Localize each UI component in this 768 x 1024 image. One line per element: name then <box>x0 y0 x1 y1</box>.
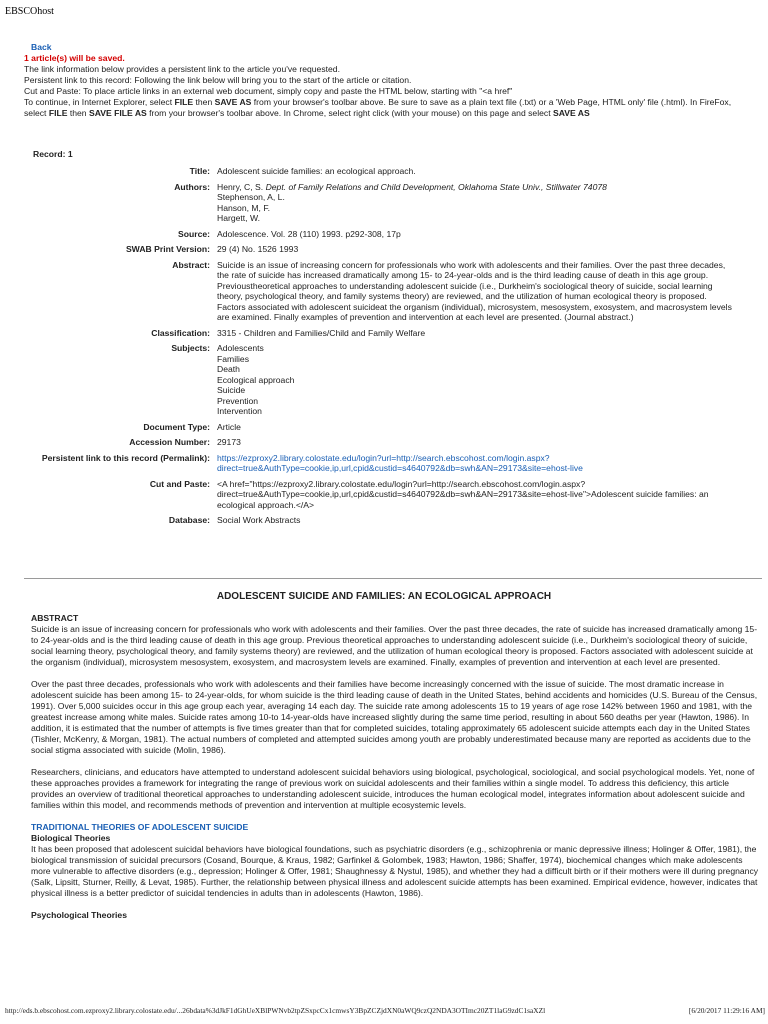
doctype-value: Article <box>217 421 241 432</box>
authors-label: Authors: <box>174 181 210 192</box>
swab-row <box>0 244 768 255</box>
saved-count: 1 article(s) will be saved. <box>24 53 125 63</box>
section-divider <box>24 578 762 579</box>
author-affiliation: Dept. of Family Relations and Child Development, Oklahoma State Univ., Stillwater 74078 <box>265 181 607 192</box>
subjects-list <box>217 343 737 417</box>
abstract-row <box>0 260 768 323</box>
author-name: Henry, C, S. <box>217 181 266 192</box>
permalink-link[interactable]: https://ezproxy2.library.colostate.edu/login?url=http://search.ebscohost.com/login.aspx? direct=true&AuthType=cookie,ip,url,cpid&custid=s4640792&db=swh&AN=29173&site=ehost-live <box>217 452 583 473</box>
database-label: Database: <box>168 515 210 525</box>
abstract-paragraph: Suicide is an issue of increasing concern for professionals who work with adolescents and their families. Over the past three decades, the rate of suicide has increased dramatically among 15-to 24-year-olds and is the third leading cause of death in this age group. Previous theoretical approaches to understanding adolescent suicide (i.e., Durkheim's sociological theory of suicide, social learning theory, psychological theory, and family systems theory) are reviewed, and the utilization of human ecological theory is proposed. Factors associated with adolescent suicide at the organism (individual), microsystem mesosystem, exosystem, and macrosystem levels are examined. Finally, examples of prevention and intervention at each level are presented. <box>31 624 758 667</box>
abstract-value: Suicide is an issue of increasing concern for professionals who work with adolescents and their families. Over the past three decades, the rate of suicide has increased dramatically among 15- to 24-year-olds and is the third leading cause of death in this age group. Previoustheoretical approaches to understanding adolescent suicide (i.e., Durkheim's sociological theory of suicide, social learning theory, psychological theory, and family systems theory) are reviewed, and the utilization of human ecological theory is proposed. Factors associated with adolescent suicideat the organism (individual), microsystem, mesosystem, exosystem, and macrosystem levels are examined. Finally examples of prevention and intervention at each level are presented. (Journal abstract.) <box>217 259 732 322</box>
author-name: Hargett, W. <box>217 213 260 223</box>
cutpaste-row <box>0 479 768 511</box>
swab-label: SWAB Print Version: <box>125 244 210 254</box>
body-paragraph: Researchers, clinicians, and educators have attempted to understand adolescent suicidal behaviors using biological, psychological, sociological, and social psychological models. Yet, none of these approaches provides a framework for integrating the range of previous work on suicidal adolescents and their families within a single model. To address this deficiency, this article provides an overview of traditional theoretical approaches to understanding adolescent suicide, introduces the human ecological model, integrates information about adolescent suicide and families within this model, and recommends methods of prevention and intervention at multiple ecosystemic levels. <box>31 767 755 810</box>
title-row <box>0 166 768 177</box>
section-heading: TRADITIONAL THEORIES OF ADOLESCENT SUICIDE <box>31 822 249 832</box>
classification-value: 3315 - Children and Families/Child and Family Welfare <box>217 327 426 338</box>
permalink-label: Persistent link to this record (Permalink): <box>41 452 210 463</box>
subject-item: Death <box>217 364 240 374</box>
subsection-heading: Psychological Theories <box>31 910 127 920</box>
source-value: Adolescence. Vol. 28 (110) 1993. p292-308, 17p <box>217 228 401 239</box>
save-instructions: To continue, in Internet Explorer, select FILE then SAVE AS from your browser's toolbar above. Be sure to save as a plain text file (.txt) or a 'Web Page, HTML only' file (.html). In FireFox, select FILE then SAVE FILE AS from your browser's toolbar above. In Chrome, select right click (with your mouse) on this page and select SAVE AS <box>24 97 732 118</box>
swab-value: 29 (4) No. 1526 1993 <box>217 244 299 254</box>
source-row <box>0 229 768 240</box>
classification-label: Classification: <box>151 327 210 338</box>
subject-item: Families <box>217 353 249 364</box>
abstract-label: Abstract: <box>172 259 210 270</box>
classification-row <box>0 328 768 339</box>
footer-url: http://eds.b.ebscohost.com.ezproxy2.library.colostate.edu/...26bdata%3dJkF1dGhUeXBlPWNvb2tpZSxpcCx1cmwsY3BpZCZjdXN0aWQ9czQ2NDA3OTImc20ZT1laG9zdC1saXZl <box>5 1006 546 1015</box>
article-title: ADOLESCENT SUICIDE AND FAMILIES: AN ECOLOGICAL APPROACH <box>216 591 552 602</box>
title-label: Title: <box>189 166 210 176</box>
author-name: Stephenson, A, L. <box>217 192 285 202</box>
body-paragraph: It has been proposed that adolescent suicidal behaviors have biological foundations, such as psychiatric disorders (e.g., schizophrenia or manic depressive illness; Holinger & Offer, 1981), the biological transmission of suicidal precursors (Cosand, Bourque, & Kraus, 1982; Garfinkel & Golombek, 1983; Hawton, 1986; Shaffer, 1974), biochemical changes which make adolescents more vulnerable to affective disorders (e.g., depression; Holinger & Offer, 1981; Shaughnessy & Nystul, 1985), and whether they had a difficult birth or if their mothers were ill during pregnancy (Salk, Lipsitt, Sturner, Reilly, & Levat, 1985). Further, the relationship between physical illness and adolescent suicide attempts has been examined. Empirical evidence, however, indicates that physical illness is a better predictor of suicidal tendencies in adults than in adolescents (Hawton, 1986). <box>31 844 759 898</box>
accession-value: 29173 <box>217 437 241 447</box>
cutpaste-label: Cut and Paste: <box>149 478 210 489</box>
accession-row <box>0 437 768 448</box>
save-notice <box>24 42 754 119</box>
subsection-heading: Biological Theories <box>31 833 111 843</box>
subject-item: Adolescents <box>217 343 264 353</box>
database-row <box>0 515 768 526</box>
doctype-label: Document Type: <box>143 421 210 432</box>
page-footer <box>5 1006 765 1015</box>
subjects-label: Subjects: <box>171 343 210 353</box>
body-paragraph: Over the past three decades, professionals who work with adolescents and their families have become increasingly concerned with the issue of suicide. The most dramatic increase in adolescent suicide has been among 15- to 24-year-olds, for whom suicide is the third leading cause of death in the United States, behind accidents and homicides (U.S. Bureau of the Census, 1991). Over 5,000 suicides occur in this age group each year, averaging 14 each day. The suicide rate among adolescents 15 to 19 years of age rose 142% between 1960 and 1981, with the greatest increase among white males. Suicide rates among 10-to 14-year-olds have increased slightly during the same time period, resulting in about 560 deaths per year (Hawton, 1986). In addition, it is estimated that the number of attempts is five times greater than that for completed suicides, totaling approximately 65 adolescent suicide attempts each day in the United States (Tishler, McKenry, & Morgan, 1981). The actual numbers of completed and attempted suicides among youth are probably underestimated because many are reported as accidents due to the social stigma associated with suicide (Molin, 1986). <box>31 679 758 755</box>
source-label: Source: <box>178 228 210 239</box>
cutpaste-value: <A href="https://ezproxy2.library.colostate.edu/login?url=http://search.ebscohost.com/login.aspx? direct=true&AuthType=cookie,ip,url,cpid&custid=s4640792&db=swh&AN=29173&site=ehost-live">Adolescent suicide families: an ecological approach.</A> <box>217 478 709 510</box>
permalink-value <box>217 453 737 474</box>
subject-item: Suicide <box>217 385 246 395</box>
title-value: Adolescent suicide families: an ecological approach. <box>217 166 416 176</box>
article-body <box>31 613 759 921</box>
record-details <box>0 166 768 531</box>
permalink-row <box>0 453 768 474</box>
subject-item: Prevention <box>217 395 259 406</box>
subject-item: Ecological approach <box>217 374 295 385</box>
back-link[interactable]: Back <box>31 42 52 52</box>
footer-timestamp: [6/20/2017 11:29:16 AM] <box>688 1006 765 1015</box>
doctype-row <box>0 422 768 433</box>
accession-label: Accession Number: <box>129 437 210 447</box>
abstract-heading: ABSTRACT <box>31 613 79 623</box>
author-name: Hanson, M, F. <box>217 202 271 213</box>
record-label: Record: 1 <box>33 149 73 159</box>
authors-value <box>217 182 737 224</box>
notice-line: The link information below provides a persistent link to the article you've requested. <box>24 64 340 74</box>
subjects-row <box>0 343 768 417</box>
database-value: Social Work Abstracts <box>217 515 301 525</box>
notice-line: Cut and Paste: To place article links in an external web document, simply copy and paste the HTML below, starting with "<a href" <box>24 86 513 96</box>
subject-item: Intervention <box>217 406 262 416</box>
window-title: EBSCOhost <box>5 6 54 17</box>
notice-line: Persistent link to this record: Following the link below will bring you to the start of the article or citation. <box>24 75 412 85</box>
authors-row <box>0 182 768 224</box>
